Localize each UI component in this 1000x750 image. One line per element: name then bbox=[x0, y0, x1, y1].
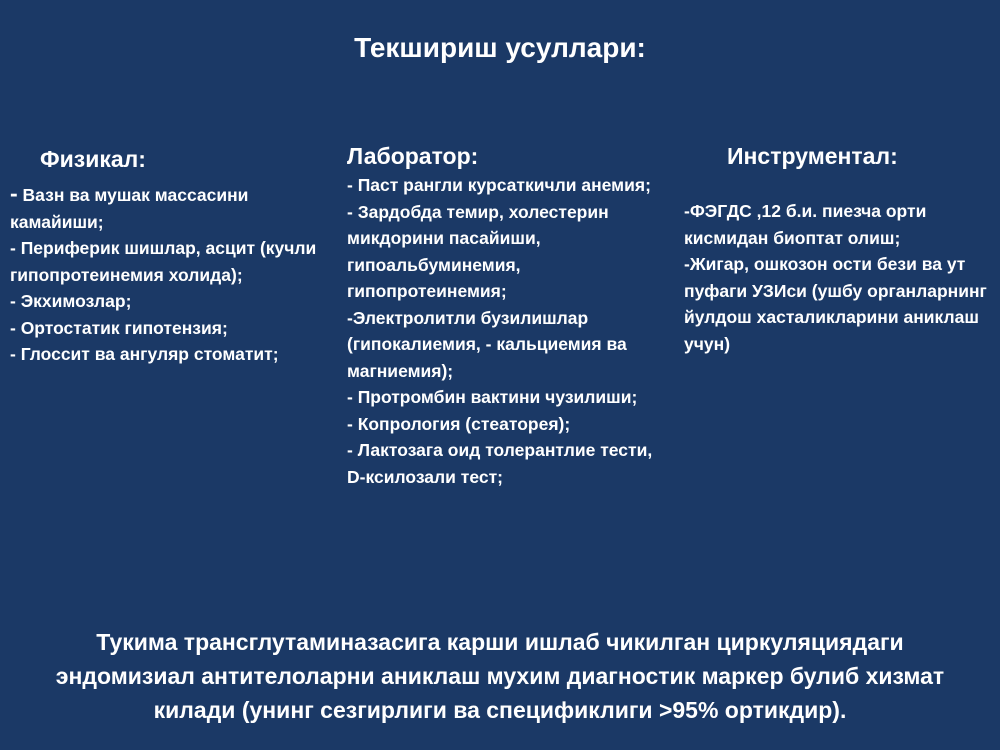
list-item: -Жигар, ошкозон ости бези ва ут пуфаги УЗИси (ушбу органларнинг йулдош хасталикларини аниклаш учун) bbox=[684, 254, 987, 354]
list-dash: - bbox=[10, 180, 18, 206]
physical-list bbox=[10, 180, 330, 368]
list-item: - Паст рангли курсаткичли анемия; bbox=[347, 175, 651, 195]
list-item: - Протромбин вактини чузилиши; bbox=[347, 387, 638, 407]
list-item: - Глоссит ва ангуляр стоматит; bbox=[10, 344, 279, 364]
list-item bbox=[10, 180, 330, 235]
laboratory-list bbox=[347, 172, 662, 490]
slide-title: Текшириш усуллари: bbox=[354, 32, 646, 63]
footer-note: Тукима трансглутаминазасига карши ишлаб чикилган циркуляциядаги эндомизиал антителоларни аниклаш мухим диагностик маркер булиб хизмат килади (унинг сезгирлиги ва спецификлиги >95% ортикдир). bbox=[55, 629, 945, 723]
physical-heading: Физикал: bbox=[40, 146, 146, 172]
list-item: - Периферик шишлар, асцит (кучли гипопротеинемия холида); bbox=[10, 238, 317, 285]
list-item: - Лактозага оид толерантлие тести, D-ксилозали тест; bbox=[347, 440, 653, 487]
laboratory-heading: Лаборатор: bbox=[347, 143, 479, 169]
list-item-text: Вазн ва мушак массасини камайиши; bbox=[10, 185, 249, 232]
instrumental-heading: Инструментал: bbox=[727, 143, 898, 169]
list-item: - Копрология (стеаторея); bbox=[347, 413, 571, 434]
instrumental-list bbox=[684, 198, 1000, 357]
list-item: - Зардобда темир, холестерин микдорини пасайиши, гипоальбуминемия, гипопротеинемия; bbox=[347, 201, 609, 301]
list-item: -ФЭГДС ,12 б.и. пиезча орти кисмидан биоптат олиш; bbox=[684, 201, 927, 248]
list-item: -Электролитли бузилишлар (гипокалиемия, - кальциемия ва магниемия); bbox=[347, 307, 627, 381]
list-item: - Экхимозлар; bbox=[10, 291, 132, 311]
list-item: - Ортостатик гипотензия; bbox=[10, 317, 228, 338]
